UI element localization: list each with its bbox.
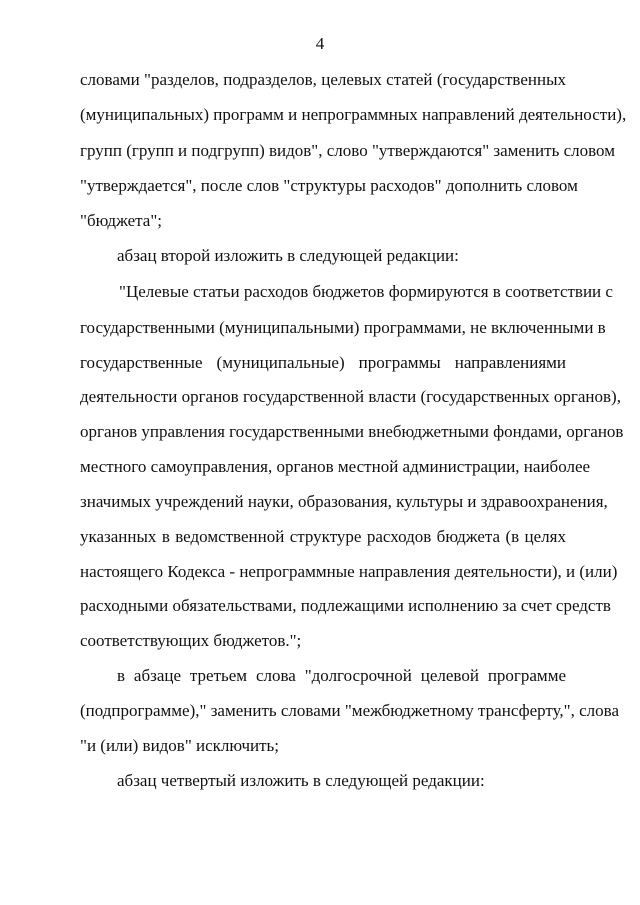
text-line: "и (или) видов" исключить; xyxy=(80,736,280,755)
text-line: указанных в ведомственной структуре расходов бюджета (в целях xyxy=(80,527,566,546)
text-line: настоящего Кодекса - непрограммные направления деятельности), и (или) xyxy=(80,562,618,581)
text-line: местного самоуправления, органов местной администрации, наиболее xyxy=(80,457,591,476)
text-line: государственными (муниципальными) программами, не включенными в xyxy=(80,318,606,337)
text-line: органов управления государственными внебюджетными фондами, органов xyxy=(80,422,624,441)
text-line: (подпрограмме)," заменить словами "межбюджетному трансферту,", слова xyxy=(80,701,619,720)
text-line: словами "разделов, подразделов, целевых статей (государственных xyxy=(80,70,566,89)
text-line: "утверждается", после слов "структуры расходов" дополнить словом xyxy=(80,176,578,195)
text-line: государственные (муниципальные) программы направлениями xyxy=(80,353,566,372)
paragraph-first-line: абзац второй изложить в следующей редакции: xyxy=(117,246,459,265)
paragraph-first-line: в абзаце третьем слова "долгосрочной целевой программе xyxy=(117,666,566,685)
text-line: деятельности органов государственной власти (государственных органов), xyxy=(80,387,621,406)
text-line: групп (групп и подгрупп) видов", слово "утверждаются" заменить словом xyxy=(80,141,615,160)
text-line: значимых учреждений науки, образования, культуры и здравоохранения, xyxy=(80,492,608,511)
paragraph-first-line: "Целевые статьи расходов бюджетов формируются в соответствии с xyxy=(119,282,613,301)
paragraph-first-line: абзац четвертый изложить в следующей редакции: xyxy=(117,771,485,790)
text-line: (муниципальных) программ и непрограммных направлений деятельности), xyxy=(80,105,627,124)
text-line: расходными обязательствами, подлежащими исполнению за счет средств xyxy=(80,596,611,615)
page-number: 4 xyxy=(315,34,325,53)
text-line: соответствующих бюджетов."; xyxy=(80,631,302,650)
text-line: "бюджета"; xyxy=(80,211,162,230)
